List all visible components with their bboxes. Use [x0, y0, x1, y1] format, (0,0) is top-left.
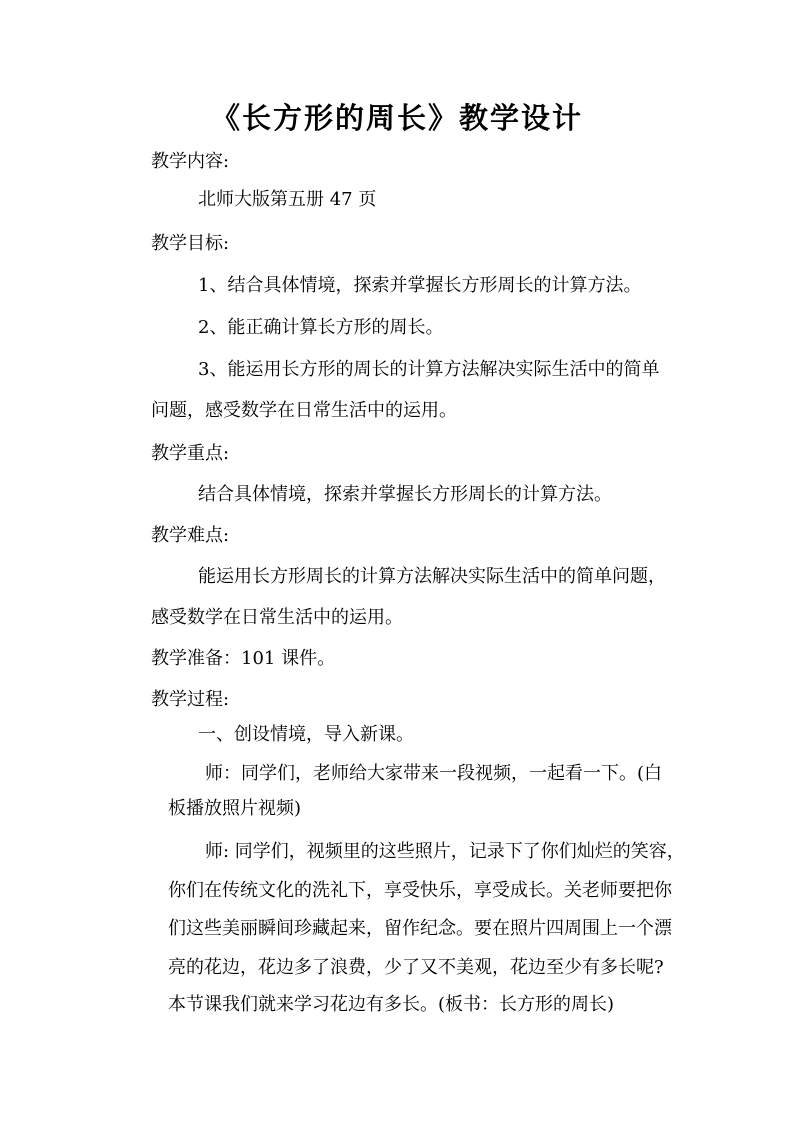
- key-heading: 教学重点:: [151, 443, 230, 464]
- goal-3-line-1: 3、能运用长方形的周长的计算方法解决实际生活中的简单: [198, 359, 660, 380]
- process-step-1: 一、创设情境，导入新课。: [198, 724, 414, 745]
- teacher-dialog-2-line-2: 你们在传统文化的洗礼下，享受快乐，享受成长。关老师要把你: [168, 880, 672, 901]
- goal-1: 1、结合具体情境，探索并掌握长方形周长的计算方法。: [198, 275, 642, 296]
- difficulty-line-1: 能运用长方形周长的计算方法解决实际生活中的简单问题，: [198, 566, 666, 587]
- difficulty-heading: 教学难点:: [151, 525, 230, 546]
- content-heading: 教学内容:: [151, 151, 230, 172]
- teacher-dialog-1-line-1: 师：同学们，老师给大家带来一段视频，一起看一下。(白: [205, 763, 663, 784]
- teacher-dialog-2-line-1: 师: 同学们，视频里的这些照片，记录下了你们灿烂的笑容，: [205, 841, 685, 862]
- teacher-dialog-2-line-3: 们这些美丽瞬间珍藏起来，留作纪念。要在照片四周围上一个漂: [168, 918, 672, 939]
- teacher-dialog-2-line-4: 亮的花边，花边多了浪费，少了又不美观，花边至少有多长呢?: [168, 957, 664, 978]
- goals-heading: 教学目标:: [151, 233, 230, 254]
- teacher-dialog-1-line-2: 板播放照片视频): [168, 798, 302, 819]
- process-heading: 教学过程:: [151, 689, 230, 710]
- teacher-dialog-2-line-5: 本节课我们就来学习花边有多长。(板书：长方形的周长): [168, 994, 615, 1015]
- document-title: 《长方形的周长》教学设计: [210, 101, 583, 135]
- difficulty-line-2: 感受数学在日常生活中的运用。: [151, 607, 403, 628]
- goal-3-line-2: 问题，感受数学在日常生活中的运用。: [151, 400, 457, 421]
- preparation-text: 教学准备：101 课件。: [151, 648, 336, 669]
- goal-2: 2、能正确计算长方形的周长。: [198, 317, 444, 338]
- content-text: 北师大版第五册 47 页: [198, 189, 377, 210]
- key-text: 结合具体情境，探索并掌握长方形周长的计算方法。: [198, 484, 612, 505]
